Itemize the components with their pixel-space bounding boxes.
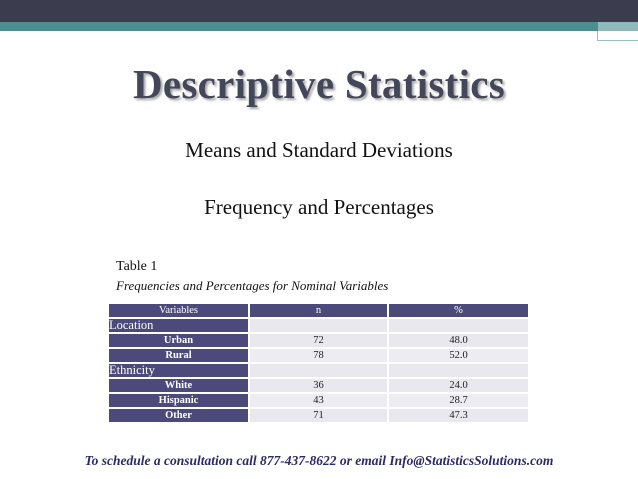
cell-percent: 24.0 (389, 379, 528, 392)
section-label-ethnicity: Ethnicity (109, 364, 248, 377)
slide-title: Descriptive Statistics (132, 61, 506, 107)
table-row (109, 334, 528, 347)
section-label-location: Location (109, 319, 248, 332)
row-label: Rural (109, 349, 248, 362)
table-caption: Frequencies and Percentages for Nominal Variables (116, 278, 389, 293)
row-label: White (109, 379, 248, 392)
contact-footer: To schedule a consultation call 877-437-8622 or email Info@StatisticsSolutions.com (84, 453, 554, 468)
table-header-row (109, 304, 528, 317)
cell-n: 71 (250, 409, 387, 422)
row-label: Urban (109, 334, 248, 347)
section-row (109, 364, 528, 377)
section-row (109, 319, 528, 332)
cell-percent: 28.7 (389, 394, 528, 407)
cell-n: 78 (250, 349, 387, 362)
frequency-table (107, 302, 530, 424)
column-header-percent: % (389, 304, 528, 317)
cell-percent: 47.3 (389, 409, 528, 422)
table-row (109, 379, 528, 392)
bullet-frequency: Frequency and Percentages (204, 195, 434, 219)
top-banner (0, 0, 638, 22)
cell-percent: 52.0 (389, 349, 528, 362)
table-label: Table 1 (116, 259, 158, 274)
cell-n: 36 (250, 379, 387, 392)
table-row (109, 409, 528, 422)
table-cell-empty (389, 319, 528, 332)
column-header-variables: Variables (109, 304, 248, 317)
bullet-means: Means and Standard Deviations (185, 138, 453, 162)
corner-decoration-line (598, 40, 638, 41)
table-cell-empty (250, 319, 387, 332)
cell-percent: 48.0 (389, 334, 528, 347)
row-label: Hispanic (109, 394, 248, 407)
cell-n: 43 (250, 394, 387, 407)
accent-stripe-end (598, 22, 638, 31)
row-label: Other (109, 409, 248, 422)
table-cell-empty (389, 364, 528, 377)
column-header-n: n (250, 304, 387, 317)
table-row (109, 349, 528, 362)
accent-stripe (0, 22, 638, 31)
table-row (109, 394, 528, 407)
cell-n: 72 (250, 334, 387, 347)
table-cell-empty (250, 364, 387, 377)
